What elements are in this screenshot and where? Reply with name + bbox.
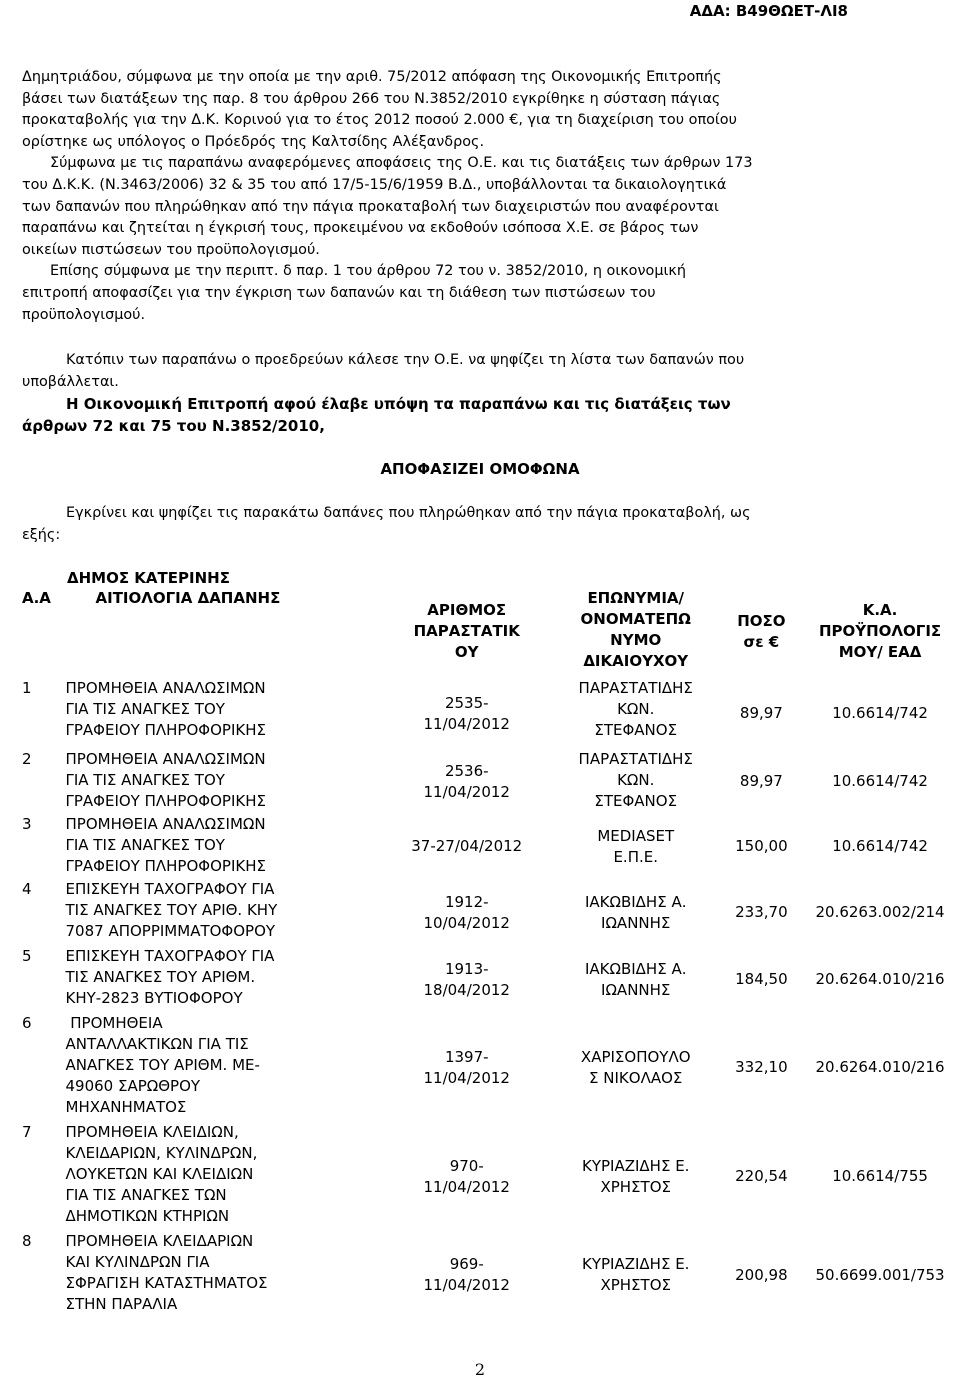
- intro-paragraph: [22, 67, 932, 326]
- row-name: ΧΑΡΙΣΟΠΟΥΛΟ Σ ΝΙΚΟΛΑΟΣ: [580, 1047, 691, 1087]
- text-line: των δαπανών που πληρώθηκαν από την πάγια προκαταβολή των διαχειριστών που αναφέρονται: [22, 198, 719, 215]
- approve-paragraph: [22, 503, 932, 546]
- row-desc: ΠΡΟΜΗΘΕΙΑ ΑΝΑΛΩΣΙΜΩΝ ΓΙΑ ΤΙΣ ΑΝΑΓΚΕΣ ΤΟΥ ΓΡΑΦΕΙΟΥ ΠΛΗΡΟΦΟΡΙΚΗΣ: [65, 750, 266, 810]
- table-row: [22, 1231, 960, 1319]
- row-aa: 5: [22, 947, 32, 965]
- text-line: του Δ.Κ.Κ. (Ν.3463/2006) 32 & 35 του από 17/5-15/6/1959 Β.Δ., υποβάλλονται τα δικαιολογητικά: [22, 176, 727, 193]
- row-aa: 6: [22, 1014, 32, 1032]
- expenses-table: [22, 588, 960, 1319]
- row-desc: ΠΡΟΜΗΘΕΙΑ ΚΛΕΙΔΙΩΝ, ΚΛΕΙΔΑΡΙΩΝ, ΚΥΛΙΝΔΡΩΝ, ΛΟΥΚΕΤΩΝ ΚΑΙ ΚΛΕΙΔΙΩΝ ΓΙΑ ΤΙΣ ΑΝΑΓΚΕΣ ΤΩΝ ΔΗΜΟΤΙΚΩΝ ΚΤΗΡΙΩΝ: [65, 1123, 258, 1225]
- table-row: [22, 946, 960, 1013]
- row-desc: ΠΡΟΜΗΘΕΙΑ ΑΝΑΛΩΣΙΜΩΝ ΓΙΑ ΤΙΣ ΑΝΑΓΚΕΣ ΤΟΥ ΓΡΑΦΕΙΟΥ ΠΛΗΡΟΦΟΡΙΚΗΣ: [65, 815, 266, 875]
- text-line: Δημητριάδου, σύμφωνα με την οποία με την αριθ. 75/2012 απόφαση της Οικονομικής Επιτροπής: [22, 69, 722, 85]
- row-amount: 200,98: [735, 1265, 788, 1284]
- row-num: 1912- 10/04/2012: [423, 892, 510, 932]
- text-line: οικείων πιστώσεων του προϋπολογισμού.: [22, 241, 320, 258]
- table-row: [22, 879, 960, 946]
- header-code: Κ.Α. ΠΡΟΫΠΟΛΟΓΙΣ ΜΟΥ/ ΕΑΔ: [818, 601, 942, 661]
- row-aa: 7: [22, 1123, 32, 1141]
- header-num: ΑΡΙΘΜΟΣ ΠΑΡΑΣΤΑΤΙΚ ΟΥ: [413, 601, 520, 661]
- text-line: εξής:: [22, 526, 61, 543]
- row-name: ΠΑΡΑΣΤΑΤΙΔΗΣ ΚΩΝ. ΣΤΕΦΑΝΟΣ: [578, 679, 693, 739]
- row-code: 20.6263.002/214: [815, 903, 945, 921]
- row-num: 970- 11/04/2012: [423, 1156, 510, 1196]
- row-desc: ΠΡΟΜΗΘΕΙΑ ΑΝΑΛΩΣΙΜΩΝ ΓΙΑ ΤΙΣ ΑΝΑΓΚΕΣ ΤΟΥ ΓΡΑΦΕΙΟΥ ΠΛΗΡΟΦΟΡΙΚΗΣ: [65, 679, 266, 739]
- row-code: 10.6614/755: [832, 1167, 928, 1185]
- row-name: ΙΑΚΩΒΙΔΗΣ Α. ΙΩΑΝΝΗΣ: [584, 959, 687, 999]
- row-code: 50.6699.001/753: [815, 1265, 945, 1284]
- row-name: MEDIASET Ε.Π.Ε.: [597, 826, 675, 866]
- row-num: 37-27/04/2012: [411, 837, 523, 855]
- row-aa: 4: [22, 880, 32, 898]
- text-line: παραπάνω και ζητείται η έγκρισή τους, προκειμένου να εκδοθούν ισόποσα Χ.Ε. σε βάρος των: [22, 220, 699, 237]
- table-header-row: [22, 588, 960, 678]
- table-row: [22, 1122, 960, 1231]
- row-num: 2536- 11/04/2012: [423, 761, 510, 801]
- call-paragraph: [22, 350, 932, 393]
- row-amount: 233,70: [735, 903, 788, 921]
- row-code: 10.6614/742: [832, 837, 928, 855]
- row-aa: 2: [22, 750, 32, 768]
- text-line: επιτροπή αποφασίζει για την έγκριση των δαπανών και τη διάθεση των πιστώσεων του: [22, 284, 656, 301]
- page-number: 2: [474, 1360, 486, 1379]
- text-line: άρθρων 72 και 75 του Ν.3852/2010,: [22, 416, 325, 435]
- header-amount: ΠΟΣΟ σε €: [737, 612, 786, 651]
- row-amount: 150,00: [735, 837, 788, 855]
- header-desc: ΑΙΤΙΟΛΟΓΙΑ ΔΑΠΑΝΗΣ: [95, 589, 281, 607]
- row-code: 20.6264.010/216: [815, 1058, 945, 1076]
- ada-code: ΑΔΑ: Β49ΘΩΕΤ-ΛΙ8: [689, 2, 848, 20]
- header-name: ΕΠΩΝΥΜΙΑ/ ΟΝΟΜΑΤΕΠΩ ΝΥΜΟ ΔΙΚΑΙΟΥΧΟΥ: [580, 589, 691, 670]
- row-name: ΚΥΡΙΑΖΙΔΗΣ Ε. ΧΡΗΣΤΟΣ: [581, 1156, 690, 1196]
- row-code: 20.6264.010/216: [815, 970, 945, 988]
- row-num: 1397- 11/04/2012: [423, 1047, 510, 1087]
- text-line: Επίσης σύμφωνα με την περιπτ. δ παρ. 1 του άρθρου 72 του ν. 3852/2010, η οικονομική: [50, 263, 686, 280]
- row-desc: ΠΡΟΜΗΘΕΙΑ ΑΝΤΑΛΛΑΚΤΙΚΩΝ ΓΙΑ ΤΙΣ ΑΝΑΓΚΕΣ ΤΟΥ ΑΡΙΘΜ. ΜΕ- 49060 ΣΑΡΩΘΡΟΥ ΜΗΧΑΝΗΜΑΤΟΣ: [65, 1014, 260, 1116]
- row-code: 10.6614/742: [832, 704, 928, 722]
- text-line: Σύμφωνα με τις παραπάνω αναφερόμενες αποφάσεις της Ο.Ε. και τις διατάξεις των άρθρων 173: [50, 155, 753, 172]
- table-row: [22, 678, 960, 749]
- row-amount: 89,97: [739, 704, 783, 722]
- row-code: 10.6614/742: [832, 772, 928, 790]
- decision-paragraph: [22, 394, 932, 437]
- text-line: ορίστηκε ως υπόλογος ο Πρόεδρός της Καλτσίδης Αλέξανδρος.: [22, 133, 485, 150]
- decision-heading: ΑΠΟΦΑΣΙΖΕΙ ΟΜΟΦΩΝΑ: [380, 460, 580, 478]
- row-amount: 89,97: [739, 772, 783, 790]
- row-num: 969- 11/04/2012: [423, 1255, 510, 1294]
- row-desc: ΕΠΙΣΚΕΥΗ ΤΑΧΟΓΡΑΦΟΥ ΓΙΑ ΤΙΣ ΑΝΑΓΚΕΣ ΤΟΥ ΑΡΙΘΜ. ΚΗΥ-2823 ΒΥΤΙΟΦΟΡΟΥ: [65, 947, 275, 1007]
- text-line: προκαταβολής για την Δ.Κ. Κορινού για το έτος 2012 ποσού 2.000 €, για τη διαχείριση του οποίου: [22, 112, 737, 129]
- table-row: [22, 814, 960, 879]
- row-amount: 220,54: [735, 1167, 788, 1185]
- header-aa: Α.Α: [22, 589, 51, 607]
- text-line: Η Οικονομική Επιτροπή αφού έλαβε υπόψη τα παραπάνω και τις διατάξεις των: [66, 395, 731, 413]
- row-num: 1913- 18/04/2012: [423, 959, 510, 999]
- row-desc: ΠΡΟΜΗΘΕΙΑ ΚΛΕΙΔΑΡΙΩΝ ΚΑΙ ΚΥΛΙΝΔΡΩΝ ΓΙΑ ΣΦΡΑΓΙΣΗ ΚΑΤΑΣΤΗΜΑΤΟΣ ΣΤΗΝ ΠΑΡΑΛΙΑ: [65, 1232, 268, 1313]
- row-aa: 8: [22, 1232, 32, 1250]
- row-amount: 332,10: [735, 1058, 788, 1076]
- text-line: βάσει των διατάξεων της παρ. 8 του άρθρου 266 του Ν.3852/2010 εγκρίθηκε η σύσταση πάγιας: [22, 90, 721, 107]
- row-amount: 184,50: [735, 970, 788, 988]
- row-num: 2535- 11/04/2012: [423, 693, 510, 733]
- row-name: ΠΑΡΑΣΤΑΤΙΔΗΣ ΚΩΝ. ΣΤΕΦΑΝΟΣ: [578, 750, 693, 810]
- text-line: Κατόπιν των παραπάνω ο προεδρεύων κάλεσε την Ο.Ε. να ψηφίζει τη λίστα των δαπανών που: [66, 352, 745, 368]
- text-line: υποβάλλεται.: [22, 373, 119, 390]
- text-line: προϋπολογισμού.: [22, 306, 146, 323]
- row-aa: 3: [22, 815, 32, 833]
- row-desc: ΕΠΙΣΚΕΥΗ ΤΑΧΟΓΡΑΦΟΥ ΓΙΑ ΤΙΣ ΑΝΑΓΚΕΣ ΤΟΥ ΑΡΙΘ. ΚΗΥ 7087 ΑΠΟΡΡΙΜΜΑΤΟΦΟΡΟΥ: [65, 880, 278, 940]
- row-name: ΙΑΚΩΒΙΔΗΣ Α. ΙΩΑΝΝΗΣ: [584, 892, 687, 932]
- text-line: Εγκρίνει και ψηφίζει τις παρακάτω δαπάνες που πληρώθηκαν από την πάγια προκαταβολή, ως: [66, 505, 751, 521]
- row-aa: 1: [22, 679, 32, 697]
- row-name: ΚΥΡΙΑΖΙΔΗΣ Ε. ΧΡΗΣΤΟΣ: [581, 1255, 690, 1294]
- table-row: [22, 1013, 960, 1122]
- municipality-heading: ΔΗΜΟΣ ΚΑΤΕΡΙΝΗΣ: [67, 569, 230, 587]
- table-row: [22, 749, 960, 814]
